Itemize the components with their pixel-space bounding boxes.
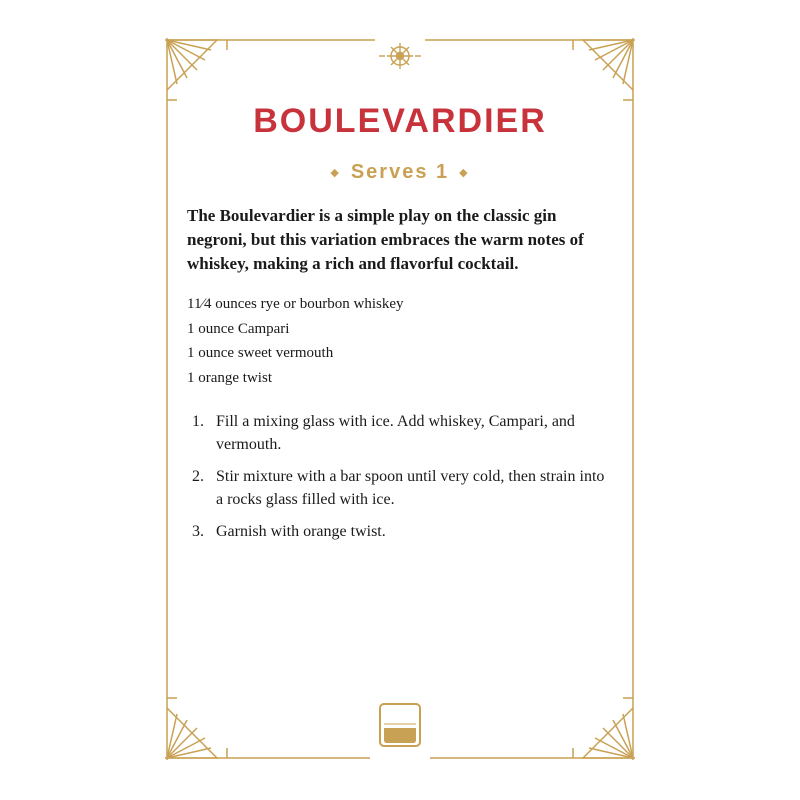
recipe-intro: The Boulevardier is a simple play on the classic gin negroni, but this variation embraces the warm notes of whiskey, making a rich and flavorful cocktail. [187, 206, 584, 273]
serves-label: Serves [350, 161, 429, 183]
ingredient-item: 1 ounce sweet vermouth [187, 345, 334, 361]
ingredient-qty-fraction: 1⁄4 [193, 296, 212, 312]
recipe-title: BOULEVARDIER [253, 102, 547, 140]
step-number: 2. [192, 468, 204, 485]
step-text: Garnish with orange twist. [216, 523, 386, 540]
step-text: Fill a mixing glass with ice. Add whiskey, Campari, and vermouth. [216, 413, 575, 453]
step-number: 1. [192, 413, 204, 430]
instruction-step [187, 410, 607, 456]
step-number: 3. [192, 523, 204, 540]
serves-left-ornament: ◆ [330, 167, 341, 180]
instruction-step [187, 465, 607, 511]
serves-line [165, 161, 635, 184]
rocks-glass-icon [380, 704, 420, 746]
ingredient-item: 1 orange twist [187, 369, 272, 386]
ingredient-list [187, 292, 404, 390]
ingredient-item: 1 ounce Campari [187, 320, 290, 337]
recipe-card [165, 38, 635, 760]
corner-ornament-top-right [573, 40, 633, 100]
art-deco-frame [165, 38, 635, 760]
step-text: Stir mixture with a bar spoon until very cold, then strain into a rocks glass filled with ice. [216, 468, 605, 508]
corner-ornament-bottom-left [167, 698, 227, 758]
ingredient-item [187, 292, 404, 317]
serves-count: 1 [436, 161, 450, 183]
ingredient-text: ounces rye or bourbon whiskey [211, 296, 404, 312]
compass-rose-icon [379, 43, 421, 69]
instruction-step [187, 520, 607, 543]
ingredient-qty-whole: 1 [187, 296, 194, 312]
corner-ornament-top-left [167, 40, 227, 100]
instruction-list [187, 410, 607, 552]
serves-right-ornament: ◆ [459, 167, 470, 180]
corner-ornament-bottom-right [573, 698, 633, 758]
